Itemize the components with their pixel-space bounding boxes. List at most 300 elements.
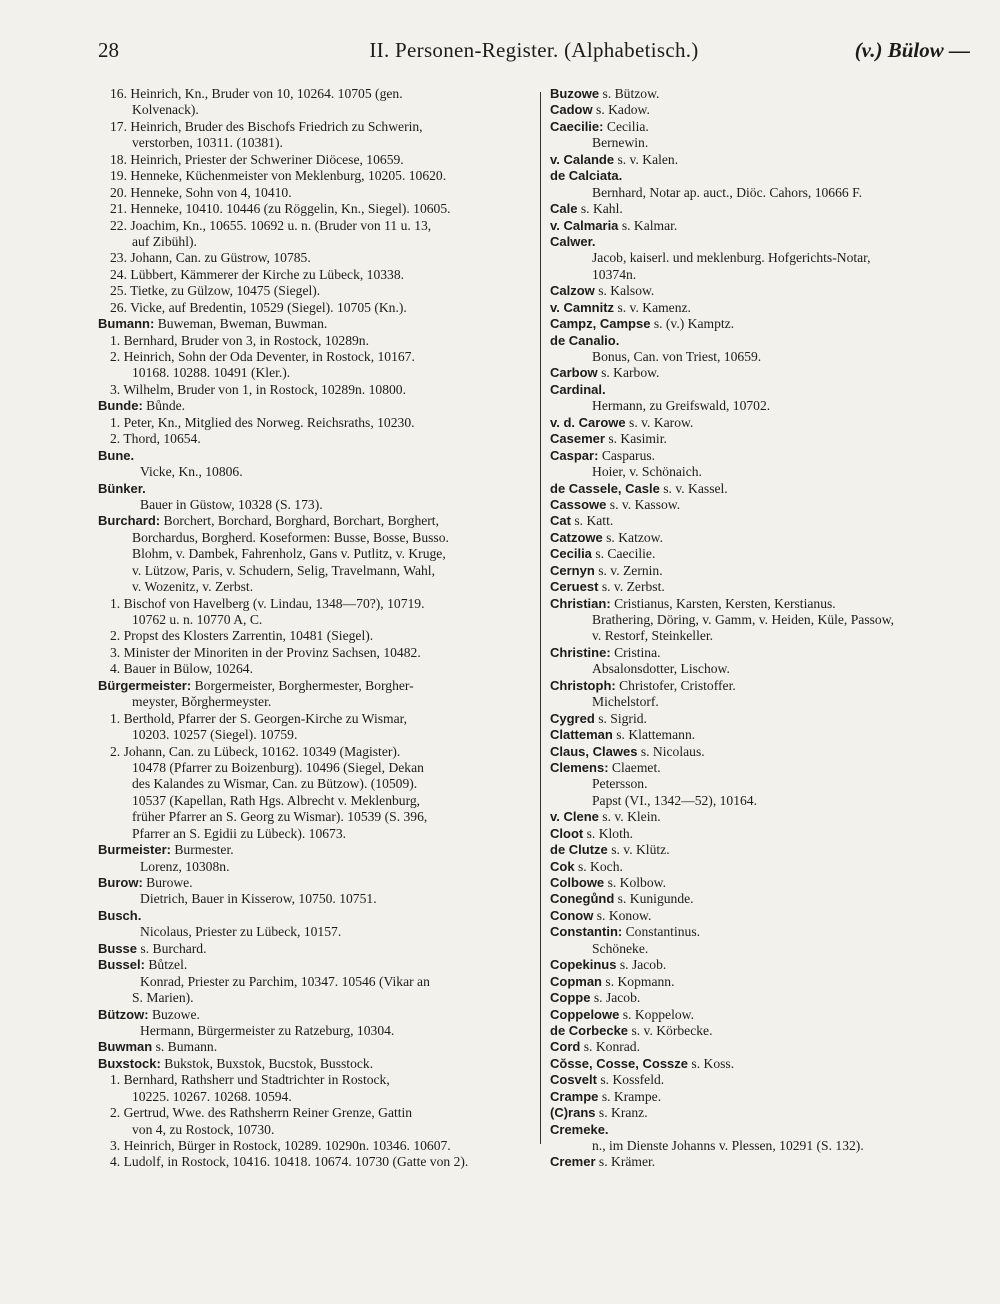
register-line: [98, 875, 528, 891]
entry-text: Konrad, Priester zu Parchim, 10347. 10546 (Vikar an: [140, 973, 430, 989]
register-line: [98, 234, 528, 250]
register-line: [550, 793, 970, 809]
entry-heading: Coppelowe: [550, 1006, 620, 1022]
register-line: [98, 119, 528, 135]
register-line: [550, 678, 970, 694]
entry-text: s. v. Klein.: [598, 809, 661, 825]
register-line: [550, 102, 970, 118]
entry-text: 10225. 10267. 10268. 10594.: [132, 1088, 292, 1104]
entry-text: s. Krampe.: [598, 1088, 662, 1104]
entry-text: Absalonsdotter, Lischow.: [592, 661, 730, 677]
entry-text: s. Burchard.: [137, 940, 207, 956]
entry-text: s. Bumann.: [152, 1039, 218, 1055]
entry-text: Papst (VI., 1342—52), 10164.: [592, 792, 758, 808]
entry-heading: Cremer: [550, 1154, 596, 1170]
entry-text: von 4, zu Rostock, 10730.: [132, 1121, 275, 1137]
register-line: [98, 744, 528, 760]
entry-text: s. v. Zerbst.: [598, 579, 665, 595]
entry-heading: Ceruest: [550, 579, 599, 595]
entry-heading: Calzow: [550, 283, 595, 299]
register-line: [550, 596, 970, 612]
register-line: [550, 1039, 970, 1055]
register-line: [550, 546, 970, 562]
entry-text: s. Kopmann.: [602, 973, 675, 989]
entry-text: 10478 (Pfarrer zu Boizenburg). 10496 (Siegel, Dekan: [132, 759, 424, 775]
entry-text: Dietrich, Bauer in Kisserow, 10750. 10751.: [140, 891, 377, 907]
entry-text: 3. Minister der Minoriten in der Provinz Sachsen, 10482.: [110, 644, 421, 660]
entry-text: 1. Bernhard, Rathsherr und Stadtrichter in Rostock,: [110, 1072, 390, 1088]
register-line: [550, 957, 970, 973]
entry-text: Burmester.: [170, 842, 234, 858]
entry-text: 10762 u. n. 10770 A, C.: [132, 612, 263, 627]
register-line: [550, 1023, 970, 1039]
entry-text: s. Sigrid.: [594, 710, 647, 726]
register-line: [550, 891, 970, 907]
entry-heading: Busse: [98, 940, 138, 956]
entry-heading: Christoph:: [550, 677, 616, 693]
register-line: [550, 218, 970, 234]
entry-text: s. v. Karow.: [625, 414, 694, 430]
register-line: [550, 415, 970, 431]
entry-text: 18. Heinrich, Priester der Schweriner Diöcese, 10659.: [110, 151, 404, 167]
entry-text: Bauer in Güstow, 10328 (S. 173).: [140, 496, 323, 512]
register-line: [550, 300, 970, 316]
entry-heading: Bunde:: [98, 398, 143, 414]
register-line: [98, 398, 528, 414]
register-line: [550, 563, 970, 579]
entry-text: 1. Peter, Kn., Mitglied des Norweg. Reichsraths, 10230.: [110, 414, 415, 430]
register-line: [98, 185, 528, 201]
register-line: [550, 579, 970, 595]
register-line: [98, 760, 528, 776]
entry-heading: v. Camnitz: [550, 299, 615, 315]
entry-text: 10374n.: [592, 266, 637, 282]
entry-text: s. Katt.: [570, 513, 614, 529]
register-line: [98, 86, 528, 102]
register-line: [550, 645, 970, 661]
register-line: [98, 694, 528, 710]
register-line: [550, 201, 970, 217]
entry-text: v. Lützow, Paris, v. Schudern, Selig, Travelmann, Wahl,: [132, 562, 435, 578]
entry-heading: de Clutze: [550, 842, 608, 858]
entry-text: Bukstok, Buxstok, Bucstok, Busstock.: [160, 1055, 374, 1071]
register-line: [550, 398, 970, 414]
register-line: [98, 1039, 528, 1055]
entry-heading: Burmeister:: [98, 842, 171, 858]
entry-text: 24. Lübbert, Kämmerer der Kirche zu Lübeck, 10338.: [110, 266, 405, 282]
register-line: [550, 333, 970, 349]
entry-text: s. Karbow.: [597, 365, 660, 381]
page-title: II. Personen-Register. (Alphabetisch.): [369, 38, 699, 62]
register-line: [98, 727, 528, 743]
entry-text: Brathering, Döring, v. Gamm, v. Heiden, Küle, Passow,: [592, 612, 895, 627]
entry-text: s. v. Kalen.: [614, 151, 679, 167]
entry-text: Cristianus, Karsten, Kersten, Kerstianus.: [610, 595, 836, 611]
entry-text: 19. Henneke, Küchenmeister von Meklenburg, 10205. 10620.: [110, 168, 447, 184]
entry-heading: Cale: [550, 201, 578, 217]
entry-heading: de Corbecke: [550, 1022, 629, 1038]
register-line: [550, 990, 970, 1006]
register-line: [98, 250, 528, 266]
entry-heading: Christian:: [550, 595, 611, 611]
register-line: [98, 267, 528, 283]
entry-heading: Bürgermeister:: [98, 677, 192, 693]
register-line: [550, 694, 970, 710]
register-line: [98, 1154, 528, 1170]
entry-heading: v. d. Carowe: [550, 414, 626, 430]
entry-heading: Cosvelt: [550, 1072, 597, 1088]
register-line: [98, 448, 528, 464]
entry-text: 3. Wilhelm, Bruder von 1, in Rostock, 10289n. 10800.: [110, 381, 406, 397]
entry-text: s. v. Körbecke.: [628, 1022, 713, 1038]
register-line: [98, 859, 528, 875]
entry-text: 1. Berthold, Pfarrer der S. Georgen-Kirche zu Wismar,: [110, 710, 407, 726]
entry-heading: Cadow: [550, 102, 593, 118]
register-line: [550, 283, 970, 299]
entry-heading: v. Calande: [550, 151, 615, 167]
entry-heading: Burow:: [98, 875, 143, 890]
register-line: [98, 1138, 528, 1154]
register-line: [98, 908, 528, 924]
entry-heading: Clemens:: [550, 759, 609, 775]
register-line: [550, 1072, 970, 1088]
entry-heading: Carbow: [550, 365, 598, 381]
entry-text: s. Kranz.: [595, 1105, 648, 1121]
entry-text: 21. Henneke, 10410. 10446 (zu Röggelin, Kn., Siegel). 10605.: [110, 201, 451, 217]
entry-text: 4. Ludolf, in Rostock, 10416. 10418. 10674. 10730 (Gatte von 2).: [110, 1154, 469, 1170]
register-line: [98, 809, 528, 825]
register-line: [550, 760, 970, 776]
entry-text: 10203. 10257 (Siegel). 10759.: [132, 727, 298, 743]
entry-text: Petersson.: [592, 776, 648, 792]
page-header: [98, 38, 970, 68]
entry-text: s. v. Zernin.: [594, 562, 663, 578]
register-line: [550, 809, 970, 825]
register-line: [98, 1056, 528, 1072]
register-line: [98, 711, 528, 727]
register-line: [98, 941, 528, 957]
entry-text: 25. Tietke, zu Gülzow, 10475 (Siegel).: [110, 283, 321, 299]
entry-text: Blohm, v. Dambek, Fahrenholz, Gans v. Putlitz, v. Kruge,: [132, 546, 446, 562]
entry-text: 20. Henneke, Sohn von 4, 10410.: [110, 184, 292, 200]
entry-heading: Cygred: [550, 710, 595, 726]
column-divider: [540, 92, 541, 1144]
entry-text: 17. Heinrich, Bruder des Bischofs Friedrich zu Schwerin,: [110, 118, 423, 134]
entry-heading: v. Calmaria: [550, 217, 619, 233]
register-line: [98, 974, 528, 990]
register-line: [550, 661, 970, 677]
entry-text: s. Kloth.: [583, 825, 634, 841]
register-line: [550, 448, 970, 464]
entry-text: s. v. Kamenz.: [614, 299, 691, 315]
left-column: [98, 86, 528, 1171]
entry-text: meyster, Bǒrghermeyster.: [132, 694, 272, 710]
register-line: [550, 135, 970, 151]
entry-heading: Constantin:: [550, 924, 623, 940]
entry-text: Kolvenack).: [132, 102, 199, 118]
register-line: [550, 628, 970, 644]
entry-heading: Cremeke.: [550, 1121, 609, 1137]
register-line: [98, 1007, 528, 1023]
entry-text: Buweman, Bweman, Buwman.: [154, 316, 328, 332]
entry-text: 10168. 10288. 10491 (Kler.).: [132, 365, 291, 381]
register-line: [550, 349, 970, 365]
register-line: [550, 86, 970, 102]
register-line: [98, 563, 528, 579]
register-line: [550, 382, 970, 398]
entry-heading: v. Clene: [550, 809, 599, 825]
register-line: [550, 1154, 970, 1170]
register-line: [98, 102, 528, 118]
register-line: [550, 727, 970, 743]
register-line: [98, 1023, 528, 1039]
entry-heading: Cord: [550, 1039, 581, 1055]
register-line: [98, 826, 528, 842]
entry-text: s. Bützow.: [599, 86, 660, 101]
entry-text: v. Restorf, Steinkeller.: [592, 628, 714, 644]
entry-heading: Bützow:: [98, 1006, 149, 1022]
entry-text: s. Kadow.: [592, 102, 650, 118]
register-line: [98, 513, 528, 529]
entry-heading: Cassowe: [550, 496, 607, 512]
entry-heading: Bune.: [98, 447, 135, 463]
register-line: [550, 1138, 970, 1154]
entry-heading: Buzowe: [550, 86, 600, 101]
register-line: [98, 596, 528, 612]
register-line: [550, 776, 970, 792]
entry-heading: Christine:: [550, 644, 611, 660]
register-line: [98, 924, 528, 940]
register-line: [550, 1007, 970, 1023]
register-line: [550, 185, 970, 201]
entry-text: Constantinus.: [622, 924, 701, 940]
entry-text: v. Wozenitz, v. Zerbst.: [132, 579, 254, 595]
register-line: [550, 711, 970, 727]
register-line: [98, 415, 528, 431]
entry-text: s. Koch.: [574, 858, 623, 874]
entry-text: 23. Johann, Can. zu Güstrow, 10785.: [110, 250, 311, 266]
entry-text: s. Nicolaus.: [637, 743, 705, 759]
entry-heading: Bünker.: [98, 480, 146, 496]
entry-text: s. Katzow.: [602, 529, 664, 545]
register-line: [98, 645, 528, 661]
register-line: [550, 530, 970, 546]
entry-text: s. v. Klütz.: [607, 842, 670, 858]
entry-heading: Colbowe: [550, 875, 605, 890]
entry-heading: de Cassele, Casle: [550, 480, 660, 496]
register-line: [550, 234, 970, 250]
entry-heading: Catzowe: [550, 529, 603, 545]
register-line: [550, 974, 970, 990]
entry-text: 22. Joachim, Kn., 10655. 10692 u. n. (Bruder von 11 u. 13,: [110, 217, 432, 233]
entry-text: s. Konrad.: [580, 1039, 640, 1055]
register-line: [550, 1105, 970, 1121]
register-line: [550, 875, 970, 891]
register-line: [550, 316, 970, 332]
entry-heading: de Calciata.: [550, 168, 623, 184]
entry-text: s. Kasimir.: [604, 431, 667, 447]
entry-heading: Bussel:: [98, 957, 145, 973]
entry-text: s. v. Kassel.: [659, 480, 728, 496]
register-line: [98, 218, 528, 234]
register-line: [98, 152, 528, 168]
entry-heading: Cat: [550, 513, 571, 529]
register-line: [98, 497, 528, 513]
entry-text: s. Kolbow.: [604, 875, 666, 890]
entry-text: 2. Heinrich, Sohn der Oda Deventer, in Rostock, 10167.: [110, 349, 415, 364]
entry-text: Lorenz, 10308n.: [140, 858, 230, 874]
register-line: [98, 891, 528, 907]
register-line: [98, 628, 528, 644]
register-line: [98, 678, 528, 694]
register-line: [98, 1122, 528, 1138]
entry-text: S. Marien).: [132, 990, 194, 1006]
register-line: [98, 776, 528, 792]
register-line: [98, 283, 528, 299]
register-line: [98, 661, 528, 677]
entry-heading: Cardinal.: [550, 381, 606, 397]
entry-text: 2. Thord, 10654.: [110, 431, 201, 447]
register-line: [98, 464, 528, 480]
entry-text: Claemet.: [608, 759, 661, 775]
entry-text: Casparus.: [598, 447, 656, 463]
entry-heading: Caspar:: [550, 447, 599, 463]
entry-heading: Busch.: [98, 907, 142, 923]
entry-text: s. v. Kassow.: [606, 496, 681, 512]
register-line: [98, 1089, 528, 1105]
entry-text: Bůtzel.: [144, 957, 188, 973]
running-head: (v.) Bülow —: [854, 38, 970, 62]
entry-text: verstorben, 10311. (10381).: [132, 135, 283, 151]
register-line: [98, 333, 528, 349]
register-line: [550, 250, 970, 266]
entry-text: Jacob, kaiserl. und meklenburg. Hofgerichts-Notar,: [592, 250, 871, 266]
entry-heading: Cok: [550, 858, 575, 874]
register-line: [98, 1105, 528, 1121]
register-line: [550, 119, 970, 135]
entry-heading: (C)rans: [550, 1105, 596, 1121]
entry-heading: Buxstock:: [98, 1055, 161, 1071]
register-line: [98, 579, 528, 595]
register-line: [98, 365, 528, 381]
entry-text: auf Zibühl).: [132, 233, 197, 249]
register-line: [98, 793, 528, 809]
register-line: [98, 349, 528, 365]
entry-heading: Calwer.: [550, 233, 596, 249]
entry-heading: Coppe: [550, 990, 591, 1006]
entry-heading: Cloot: [550, 825, 584, 841]
page-number: 28: [98, 38, 119, 62]
entry-text: Burowe.: [142, 875, 193, 890]
entry-text: s. Klattemann.: [612, 727, 696, 743]
register-line: [550, 513, 970, 529]
register-line: [550, 744, 970, 760]
entry-heading: Crampe: [550, 1088, 599, 1104]
entry-text: s. Caecilie.: [591, 546, 656, 562]
entry-text: früher Pfarrer an S. Georg zu Wismar). 10539 (S. 396,: [132, 809, 428, 825]
register-line: [550, 152, 970, 168]
register-line: [98, 546, 528, 562]
register-line: [98, 316, 528, 332]
entry-text: Cecilia.: [603, 118, 649, 134]
entry-text: Bernewin.: [592, 135, 649, 151]
entry-text: 2. Propst des Klosters Zarrentin, 10481 (Siegel).: [110, 628, 374, 644]
entry-text: Borgermeister, Borghermester, Borgher-: [191, 677, 414, 693]
entry-text: 26. Vicke, auf Bredentin, 10529 (Siegel). 10705 (Kn.).: [110, 299, 407, 315]
entry-heading: de Canalio.: [550, 332, 620, 348]
entry-text: 4. Bauer in Bülow, 10264.: [110, 661, 253, 677]
register-line: [98, 481, 528, 497]
entry-text: Bernhard, Notar ap. auct., Diöc. Cahors, 10666 F.: [592, 184, 862, 200]
entry-heading: Bumann:: [98, 316, 155, 332]
entry-text: 2. Gertrud, Wwe. des Rathsherrn Reiner Grenze, Gattin: [110, 1105, 413, 1121]
entry-text: des Kalandes zu Wismar, Can. zu Bützow). (10509).: [132, 776, 418, 792]
entry-text: Vicke, Kn., 10806.: [140, 464, 243, 480]
entry-text: Hoier, v. Schönaich.: [592, 464, 702, 480]
entry-heading: Casemer: [550, 431, 605, 447]
register-line: [550, 267, 970, 283]
right-column: [550, 86, 970, 1171]
entry-text: s. (v.) Kamptz.: [650, 316, 735, 332]
register-line: [98, 530, 528, 546]
entry-text: Hermann, Bürgermeister zu Ratzeburg, 10304.: [140, 1022, 395, 1038]
register-line: [550, 431, 970, 447]
entry-heading: Cernyn: [550, 562, 595, 578]
register-line: [550, 1122, 970, 1138]
register-line: [98, 1072, 528, 1088]
entry-heading: Burchard:: [98, 513, 161, 529]
entry-heading: Clatteman: [550, 727, 613, 743]
entry-text: s. Koppelow.: [619, 1006, 694, 1022]
register-line: [98, 382, 528, 398]
register-line: [98, 201, 528, 217]
register-line: [550, 481, 970, 497]
entry-text: s. Krämer.: [595, 1154, 656, 1170]
register-line: [98, 135, 528, 151]
entry-text: s. Kahl.: [577, 201, 623, 217]
entry-text: Cristina.: [610, 644, 661, 660]
entry-text: Bonus, Can. von Triest, 10659.: [592, 349, 762, 364]
register-line: [98, 957, 528, 973]
register-line: [550, 497, 970, 513]
entry-text: 2. Johann, Can. zu Lübeck, 10162. 10349 (Magister).: [110, 743, 401, 759]
register-line: [550, 365, 970, 381]
register-line: [98, 431, 528, 447]
entry-text: Pfarrer an S. Egidii zu Lübeck). 10673.: [132, 825, 347, 841]
register-line: [550, 941, 970, 957]
entry-text: Michelstorf.: [592, 694, 659, 710]
register-line: [550, 464, 970, 480]
entry-text: 3. Heinrich, Bürger in Rostock, 10289. 10290n. 10346. 10607.: [110, 1138, 451, 1153]
entry-text: s. Kalsow.: [594, 283, 655, 299]
entry-text: Buzowe.: [148, 1006, 200, 1022]
register-line: [550, 908, 970, 924]
entry-text: Borchardus, Borgherd. Koseformen: Busse, Bosse, Busso.: [132, 529, 449, 545]
entry-heading: Conegůnd: [550, 891, 615, 907]
entry-text: Christofer, Cristoffer.: [615, 677, 736, 693]
entry-heading: Copman: [550, 973, 602, 989]
entry-heading: Conow: [550, 907, 594, 923]
register-line: [98, 842, 528, 858]
entry-text: s. Jacob.: [590, 990, 641, 1006]
entry-heading: Caecilie:: [550, 118, 604, 134]
entry-heading: Claus, Clawes: [550, 743, 638, 759]
entry-text: Schöneke.: [592, 940, 649, 956]
register-line: [550, 1089, 970, 1105]
entry-text: 1. Bischof von Havelberg (v. Lindau, 1348—70?), 10719.: [110, 595, 425, 611]
entry-heading: Cŏsse, Cosse, Cossze: [550, 1055, 689, 1071]
entry-heading: Cecilia: [550, 546, 592, 562]
